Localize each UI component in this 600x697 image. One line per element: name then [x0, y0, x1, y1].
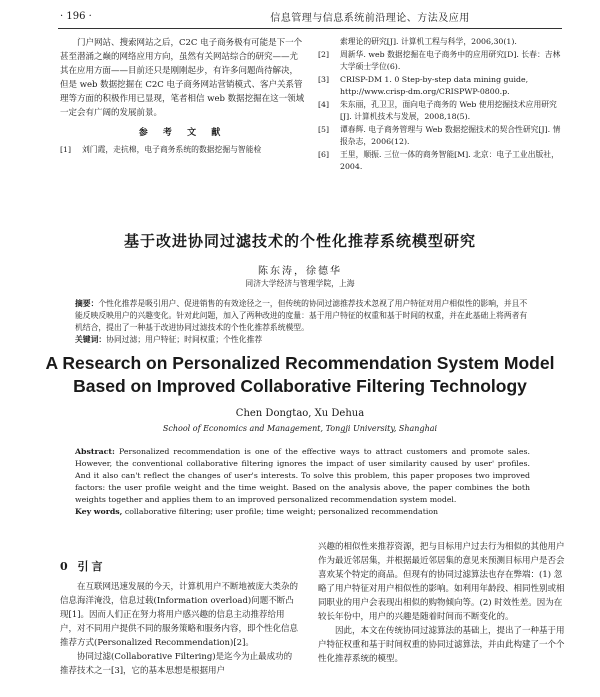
reference-list: [318, 36, 568, 174]
abstract-text: 个性化推荐是吸引用户、促进销售的有效途径之一，但传统的协同过滤推荐技术忽视了用户特征对用户相似性的影响，并且不能反映反映用户的兴趣变化。针对此问题，加入了两种改进的度量：基于用户特征的权重和基于时间的权重，并在此基础上将两者有机结合，提出了一种基于改进协同过滤技术的个性化推荐系统模型。: [75, 299, 528, 332]
body-paragraph: 因此，本文在传统协同过滤算法的基础上，提出了一种基于用户特征权重和基于时间权重的协同过滤算法，并由此构建了一个个性化推荐系统的模型。: [318, 626, 565, 664]
running-header: [60, 8, 560, 24]
reference-item: 索理论的研究[J]. 计算机工程与科学，2006,30(1).: [340, 37, 517, 46]
keywords-text: collaborative filtering; user profile; time weight; personalized recommendation: [124, 507, 439, 516]
body-paragraph: 协同过滤(Collaborative Filtering)是迄今为止最成功的推荐技术之一[3]，它的基本思想是根据用户: [60, 652, 293, 676]
chinese-title: 基于改进协同过滤技术的个性化推荐系统模型研究: [123, 232, 476, 250]
body-paragraph: 兴趣的相似性来推荐资源，把与目标用户过去行为相似的其他用户作为最近邻居集，并根据最近邻居集的意见来预测目标用户是否会喜欢某个特定的商品。但现有的协同过滤算法也存在弊端：(1) 忽略了用户特征对用户相似性的影响。如利用年龄段、相同性别或相同职业的用户会表现出相似的购物倾向等。(2) 时效性差。因为在较长年份中，用户的兴趣是随着时间而不断变化的。: [318, 542, 565, 622]
keywords-label: Key words,: [75, 507, 123, 516]
keywords-label: 关键词：: [75, 335, 107, 344]
english-affiliation: School of Economics and Management, Tongji University, Shanghai: [162, 424, 438, 433]
page-number: · 196 ·: [60, 10, 92, 22]
references-title: 参 考 文 献: [138, 128, 227, 138]
reference-item: [6] 王里，顺振. 三位一体的商务智能[M]. 北京：电子工业出版社，2004.: [318, 149, 559, 171]
english-authors: Chen Dongtao, Xu Dehua: [235, 408, 365, 419]
chinese-authors: 陈东涛，徐德华: [258, 266, 342, 277]
abstract-text: Personalized recommendation is one of the effective ways to attract customers and promote sales. However, the conventional collaborative filtering ignores the impact of user similarity caused by user' profiles. And it also can't reflect the changes of user's interests. To solve this problem, this paper proposes two improved factors: the user profile weight and the time weight. Based on the analysis above, the paper combines the both weights together and applies them to an improved personalized recommendation system model.: [75, 447, 530, 504]
chinese-affiliation: 同济大学经济与管理学院，上海: [245, 279, 355, 288]
running-title: 信息管理与信息系统前沿理论、方法及应用: [270, 12, 470, 24]
header-rule: [58, 28, 562, 29]
english-abstract: [75, 446, 530, 518]
reference-item: [4] 朱东丽，孔卫卫，面向电子商务的 Web 使用挖掘技术应用研究[J]. 计算机技术与发展，2008,18(5).: [318, 99, 557, 121]
chinese-keywords: [75, 334, 530, 346]
chinese-abstract: [75, 298, 530, 334]
body-paragraph: 在互联网迅速发展的今天，计算机用户不断地被庞大类杂的信息海洋淹没，信息过载(Information overload)问题不断凸现[1]。因而人们正在努力将用户感兴趣的信息主动推荐给用户，对不同用户提供不同的服务策略和服务内容，即个性化信息推荐方式(Personalized Recommendation)[2]。: [60, 582, 299, 648]
abstract-label: 摘要：: [75, 299, 99, 308]
section-heading: 0 引言: [60, 560, 106, 573]
english-title: A Research on Personalized Recommendation System Model Based on Improved Collaborative Filtering Technology: [45, 353, 555, 396]
abstract-label: Abstract:: [75, 447, 115, 456]
keywords-text: 协同过滤；用户特征；时间权重；个性化推荐: [106, 335, 263, 344]
reference-item: [2] 周新华. web 数据挖掘在电子商务中的应用研究[D]. 长春：吉林大学硕士学位(6).: [318, 49, 561, 71]
body-right-column: [318, 540, 568, 666]
closing-paragraph: 门户网站、搜索网站之后，C2C 电子商务极有可能是下一个甚至潜涌之巅的网络应用方向，虽然有关网站综合的研究——尤其在应用方面——目前还只是刚刚起步，有许多问题尚待解决，但是 web 数据挖掘在 C2C 电子商务网站营销模式、客户关系管理等方面的积极作用已显现，笔者相信 web 数据挖掘在这一领域一定会有广阔的发展前景。: [60, 38, 305, 118]
reference-item: [1] 刘门霞，走抗棉，电子商务系统的数据挖掘与智能检: [60, 145, 262, 154]
reference-item: [3] CRISP-DM 1. 0 Step-by-step data mining guide, http://www.crisp-dm.org/CRISPWP-0800.p.: [318, 74, 529, 96]
previous-article-tail: [60, 36, 305, 157]
reference-item: [5] 谭春辉. 电子商务管理与 Web 数据挖掘技术的契合性研究[J]. 情报杂志，2006(12).: [318, 124, 561, 146]
body-left-column: [60, 552, 300, 678]
